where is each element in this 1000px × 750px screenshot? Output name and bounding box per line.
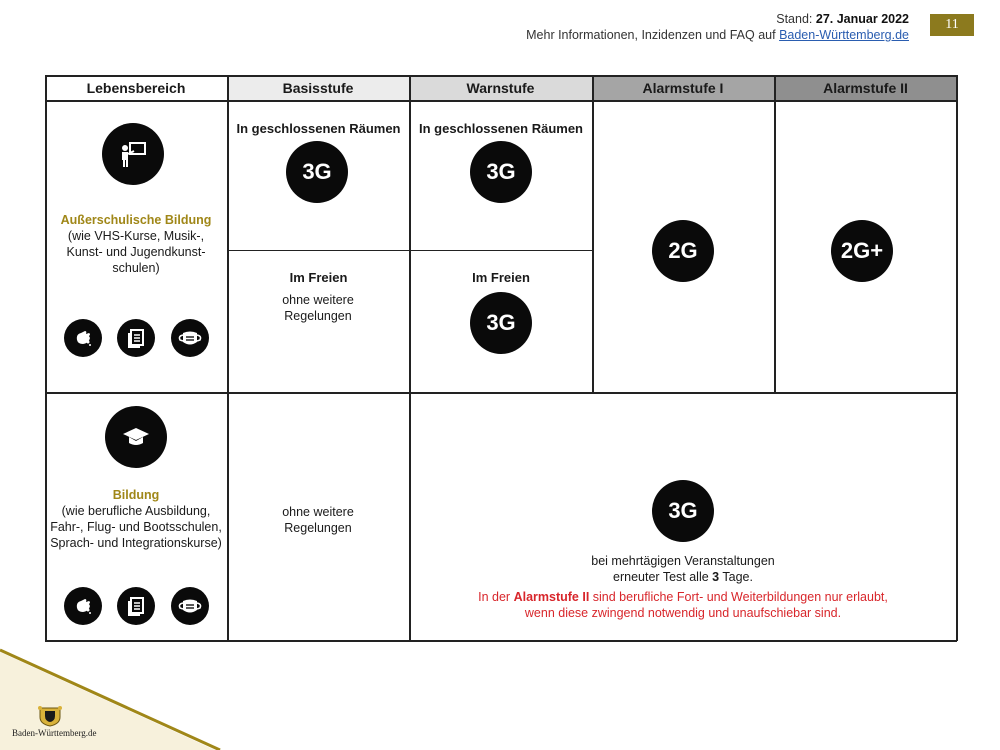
stand-label: Stand: bbox=[776, 12, 813, 26]
basis-indoor-rule: 3G bbox=[286, 141, 348, 203]
page-number: 11 bbox=[930, 14, 974, 36]
hand-wash-icon bbox=[64, 319, 102, 357]
basis-indoor-label: In geschlossenen Räumen bbox=[236, 121, 401, 136]
row2-basis-text: ohne weitere Regelungen bbox=[282, 505, 354, 535]
teacher-icon bbox=[102, 123, 164, 185]
info-link[interactable]: Baden-Württemberg.de bbox=[779, 28, 909, 42]
coat-of-arms-logo bbox=[36, 705, 64, 727]
document-icon bbox=[117, 587, 155, 625]
red-prefix: In der bbox=[478, 590, 511, 604]
basis-outdoor-label: Im Freien bbox=[289, 270, 348, 285]
col-header-warnstufe: Warnstufe bbox=[409, 75, 592, 100]
col-header-alarmstufe-2: Alarmstufe II bbox=[774, 75, 957, 100]
warn-indoor-label: In geschlossenen Räumen bbox=[419, 121, 583, 136]
face-mask-icon bbox=[171, 319, 209, 357]
note2-num: 3 bbox=[712, 570, 720, 584]
info-prefix: Mehr Informationen, Inzidenzen und FAQ auf bbox=[526, 28, 776, 42]
row1-lebensbereich-text bbox=[50, 212, 222, 276]
col-header-lebensbereich: Lebensbereich bbox=[45, 75, 227, 100]
stand-date: 27. Januar 2022 bbox=[815, 12, 909, 26]
hand-wash-icon bbox=[64, 587, 102, 625]
warn-indoor-rule: 3G bbox=[470, 141, 532, 203]
col-header-alarmstufe-1: Alarmstufe I bbox=[592, 75, 774, 100]
row2-note2 bbox=[410, 569, 956, 585]
col-header-basisstufe: Basisstufe bbox=[227, 75, 409, 100]
header-info bbox=[526, 11, 909, 43]
row1-title: Außerschulische Bildung bbox=[60, 213, 212, 227]
row2-lebensbereich-text bbox=[49, 487, 223, 551]
row2-title: Bildung bbox=[112, 488, 160, 502]
row2-note1: bei mehrtägigen Veranstaltungen bbox=[591, 554, 775, 568]
row2-rule: 3G bbox=[652, 480, 714, 542]
document-icon bbox=[117, 319, 155, 357]
note2-suffix: Tage. bbox=[722, 570, 753, 584]
red-rest: sind berufliche Fort- und Weiterbildungen nur erlaubt, bbox=[592, 590, 888, 604]
row2-notes bbox=[410, 553, 956, 621]
row2-red-note2: wenn diese zwingend notwendig und unaufschiebar sind. bbox=[524, 606, 842, 620]
row1-desc: (wie VHS-Kurse, Musik-, Kunst- und Jugendkunst-schulen) bbox=[66, 229, 206, 275]
alarm2-rule: 2G+ bbox=[831, 220, 893, 282]
mortarboard-icon bbox=[105, 406, 167, 468]
note2-prefix: erneuter Test alle bbox=[613, 570, 709, 584]
footer-logo-text[interactable]: Baden-Württemberg.de bbox=[12, 728, 97, 738]
face-mask-icon bbox=[171, 587, 209, 625]
row2-desc: (wie berufliche Ausbildung, Fahr-, Flug- und Bootsschulen, Sprach- und Integrationskurse) bbox=[50, 504, 222, 550]
alarm1-rule: 2G bbox=[652, 220, 714, 282]
basis-outdoor-text: ohne weitere Regelungen bbox=[282, 293, 354, 323]
row2-red-note1 bbox=[410, 589, 956, 605]
warn-outdoor-rule: 3G bbox=[470, 292, 532, 354]
rules-table bbox=[45, 75, 957, 641]
warn-outdoor-label: Im Freien bbox=[472, 270, 530, 285]
red-bold: Alarmstufe II bbox=[513, 590, 590, 604]
